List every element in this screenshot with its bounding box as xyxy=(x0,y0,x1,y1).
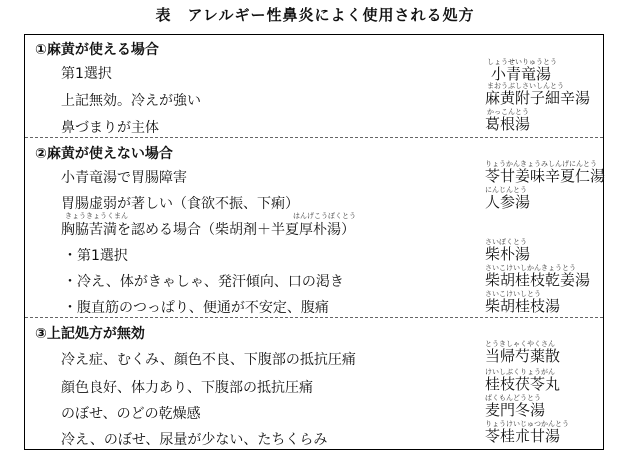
condition-text: のぼせ、のどの乾燥感 xyxy=(61,406,201,422)
med-reading: かっこんとう xyxy=(487,108,529,116)
med-name: 桂枝茯苓丸 xyxy=(485,375,561,393)
med-reading: さいこけいしとう xyxy=(485,290,541,298)
med-name: 麦門冬湯 xyxy=(485,401,546,419)
med-reading: ばくもんどうとう xyxy=(485,394,541,402)
med-name: 葛根湯 xyxy=(485,115,531,133)
med-name: 苓甘姜味辛夏仁湯 xyxy=(485,167,606,185)
med-name: 麻黄附子細辛湯 xyxy=(485,89,591,107)
inline-reading: はんげこうぼくとう xyxy=(293,212,356,220)
med-reading: けいしぶくりょうがん xyxy=(485,368,555,376)
med-reading: さいぼくとう xyxy=(485,238,527,246)
condition-text: 第1選択 xyxy=(61,66,112,82)
med-reading: にんじんとう xyxy=(485,186,527,194)
condition-text: 冷え、のぼせ、尿量が少ない、たちくらみ xyxy=(61,432,328,448)
med-reading: まおうぶしさいしんとう xyxy=(487,82,564,90)
inline-reading: きょうきょうくまん xyxy=(65,212,128,220)
med-name: 柴胡桂枝湯 xyxy=(485,297,561,315)
section-divider xyxy=(25,137,603,138)
condition-text: ・腹直筋のつっぱり、便通が不安定、腹痛 xyxy=(63,300,329,316)
med-reading: りょうけいじゅつかんとう xyxy=(485,420,569,428)
med-reading: さいこけいしかんきょうとう xyxy=(485,264,576,272)
condition-text: 小青竜湯で胃腸障害 xyxy=(61,170,187,186)
med-reading: とうきしゃくやくさん xyxy=(485,340,555,348)
condition-text: 胸脇苦満を認める場合（柴胡剤＋半夏厚朴湯） xyxy=(61,222,355,238)
section-heading-1: ①麻黄が使える場合 xyxy=(35,42,159,58)
med-name: 人参湯 xyxy=(485,193,531,211)
med-name: 苓桂朮甘湯 xyxy=(485,427,561,445)
prescription-table xyxy=(24,34,604,450)
condition-text: 上記無効。冷えが強い xyxy=(61,93,201,109)
condition-text: ・冷え、体がきゃしゃ、発汗傾向、口の渇き xyxy=(63,274,344,290)
med-name: 柴胡桂枝乾姜湯 xyxy=(485,271,591,289)
condition-text: 胃腸虚弱が著しい（食欲不振、下痢） xyxy=(61,196,299,212)
med-reading: りょうかんきょうみしんげにんとう xyxy=(485,160,597,168)
section-divider xyxy=(25,317,603,318)
med-name: 小青竜湯 xyxy=(491,65,552,83)
med-reading: しょうせいりゅうとう xyxy=(487,58,557,66)
condition-text: ・第1選択 xyxy=(63,248,128,264)
section-heading-3: ③上記処方が無効 xyxy=(35,326,145,342)
condition-text: 冷え症、むくみ、顔色不良、下腹部の抵抗圧痛 xyxy=(61,352,356,368)
med-name: 柴朴湯 xyxy=(485,245,531,263)
condition-text: 鼻づまりが主体 xyxy=(61,120,159,136)
table-title: 表 アレルギー性鼻炎によく使用される処方 xyxy=(155,6,475,24)
med-name: 当帰芍薬散 xyxy=(485,347,561,365)
condition-text: 顔色良好、体力あり、下腹部の抵抗圧痛 xyxy=(61,380,313,396)
section-heading-2: ②麻黄が使えない場合 xyxy=(35,146,173,162)
